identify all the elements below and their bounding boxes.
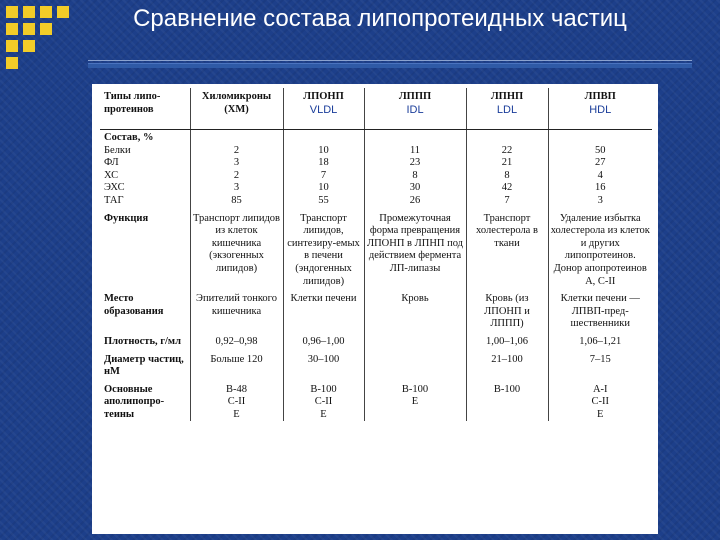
apoproteins-values (190, 379, 283, 422)
table-cell: 22 (501, 144, 513, 156)
header-col-idl (364, 88, 466, 130)
table-cell: 0,92–0,98 (190, 331, 283, 349)
table-cell: Е (320, 408, 327, 420)
table-cell: 27 (595, 157, 606, 169)
composition-heading: Состав, % (104, 132, 154, 143)
table-cell: 1,00–1,06 (466, 331, 548, 349)
table-cell: 7–15 (548, 349, 652, 379)
composition-item: ТАГ (104, 194, 124, 206)
table-cell: Транспорт липидов, синтезиру-емых в печени (эндогенных липидов) (283, 208, 364, 289)
header-en: HDL (589, 103, 612, 116)
composition-values (283, 130, 364, 208)
table-cell: С-II (314, 396, 333, 408)
header-col-chylomicrons (190, 88, 283, 130)
header-ru: ЛПВП (584, 91, 616, 102)
table-cell: С-II (227, 396, 246, 408)
table-cell: 30 (409, 182, 421, 194)
table-cell: В-48 (226, 383, 247, 395)
header-col-vldl (283, 88, 364, 130)
table-cell: 18 (318, 157, 329, 169)
header-col-hdl (548, 88, 652, 130)
table-cell: 23 (409, 157, 421, 169)
lipoprotein-comparison-table (100, 88, 652, 421)
table-cell: 55 (318, 194, 329, 206)
table-cell: 21 (501, 157, 513, 169)
header-col-ldl (466, 88, 548, 130)
apoproteins-values (364, 379, 466, 422)
table-cell (364, 349, 466, 379)
table-row-apoproteins (100, 379, 652, 422)
header-types-label: Типы липо-протеинов (100, 88, 190, 130)
header-en: LDL (496, 103, 518, 116)
table-cell: 50 (595, 144, 606, 156)
table-cell: 11 (409, 144, 421, 156)
table-cell: 8 (412, 169, 418, 181)
table-panel (92, 84, 658, 534)
logo-squares-icon (6, 6, 70, 72)
composition-item: ФЛ (104, 157, 119, 169)
table-cell: 42 (501, 182, 513, 194)
table-cell: 7 (320, 169, 327, 181)
header-ru: Хиломикроны (ХМ) (201, 91, 272, 115)
table-row-composition (100, 130, 652, 208)
table-cell: 10 (318, 182, 329, 194)
table-cell: Удаление избытка холестерола из клеток и других липопротеинов. Донор апопротеинов А, С-II (548, 208, 652, 289)
table-cell: А-I (592, 383, 608, 395)
diameter-label: Диаметр частиц, нМ (104, 353, 184, 378)
table-cell: 3 (233, 182, 240, 194)
table-cell: 1,06–1,21 (548, 331, 652, 349)
table-cell: В-100 (401, 383, 429, 395)
composition-values (190, 130, 283, 208)
table-row-origin (100, 288, 652, 331)
table-cell: Транспорт липидов из клеток кишечника (экзогенных липидов) (190, 208, 283, 289)
table-row-function (100, 208, 652, 289)
table-cell: Эпителий тонкого кишечника (190, 288, 283, 331)
table-cell: В-100 (310, 383, 337, 395)
title-divider-bar (88, 63, 692, 68)
table-cell: 16 (595, 182, 606, 194)
header-en: IDL (406, 103, 424, 116)
table-cell: Транспорт холестерола в ткани (466, 208, 548, 289)
composition-values (466, 130, 548, 208)
table-cell: 85 (231, 194, 242, 206)
table-cell: Е (233, 408, 240, 420)
table-cell: Кровь (из ЛПОНП и ЛППП) (466, 288, 548, 331)
table-cell: Кровь (364, 288, 466, 331)
table-row-diameter (100, 349, 652, 379)
slide-title: Сравнение состава липопротеидных частиц (133, 5, 627, 32)
function-label: Функция (104, 212, 149, 224)
table-cell: 8 (504, 169, 510, 181)
composition-item: Белки (104, 144, 131, 156)
table-cell: 2 (233, 144, 240, 156)
table-row-density (100, 331, 652, 349)
table-cell (364, 331, 466, 349)
apoproteins-values (283, 379, 364, 422)
table-cell: Клетки печени — ЛПВП-пред-шественники (548, 288, 652, 331)
table-cell: 30–100 (283, 349, 364, 379)
composition-item: ХС (104, 169, 119, 181)
table-cell: В-100 (493, 383, 521, 395)
composition-values (364, 130, 466, 208)
composition-item: ЭХС (104, 182, 125, 194)
header-ru: ЛПОНП (303, 91, 344, 102)
header-ru: ЛПНП (490, 91, 524, 102)
table-cell: 3 (597, 194, 603, 206)
header-en: VLDL (309, 103, 338, 116)
table-cell: 10 (318, 144, 329, 156)
apoproteins-label: Основные аполипопро-теины (104, 383, 165, 420)
table-cell: 0,96–1,00 (283, 331, 364, 349)
table-cell: Больше 120 (190, 349, 283, 379)
table-cell: Клетки печени (283, 288, 364, 331)
table-cell: 3 (233, 157, 240, 169)
header-ru: ЛППП (398, 91, 432, 102)
table-cell: 4 (597, 169, 603, 181)
table-cell: 2 (233, 169, 240, 181)
table-cell: 21–100 (466, 349, 548, 379)
apoproteins-values (548, 379, 652, 422)
table-cell: Е (597, 408, 604, 420)
origin-label: Место образования (104, 293, 164, 317)
table-cell: 26 (409, 194, 421, 206)
composition-label (100, 130, 190, 208)
table-header-row (100, 88, 652, 130)
table-cell: 7 (504, 194, 510, 206)
apoproteins-values (466, 379, 548, 422)
table-cell: С-II (591, 396, 609, 408)
title-divider-thin (88, 60, 692, 61)
table-cell: Е (411, 396, 419, 408)
density-label: Плотность, г/мл (104, 335, 181, 347)
table-cell: Промежуточная форма превращения ЛПОНП в ЛПНП под действием фермента ЛП-липазы (364, 208, 466, 289)
composition-values (548, 130, 652, 208)
